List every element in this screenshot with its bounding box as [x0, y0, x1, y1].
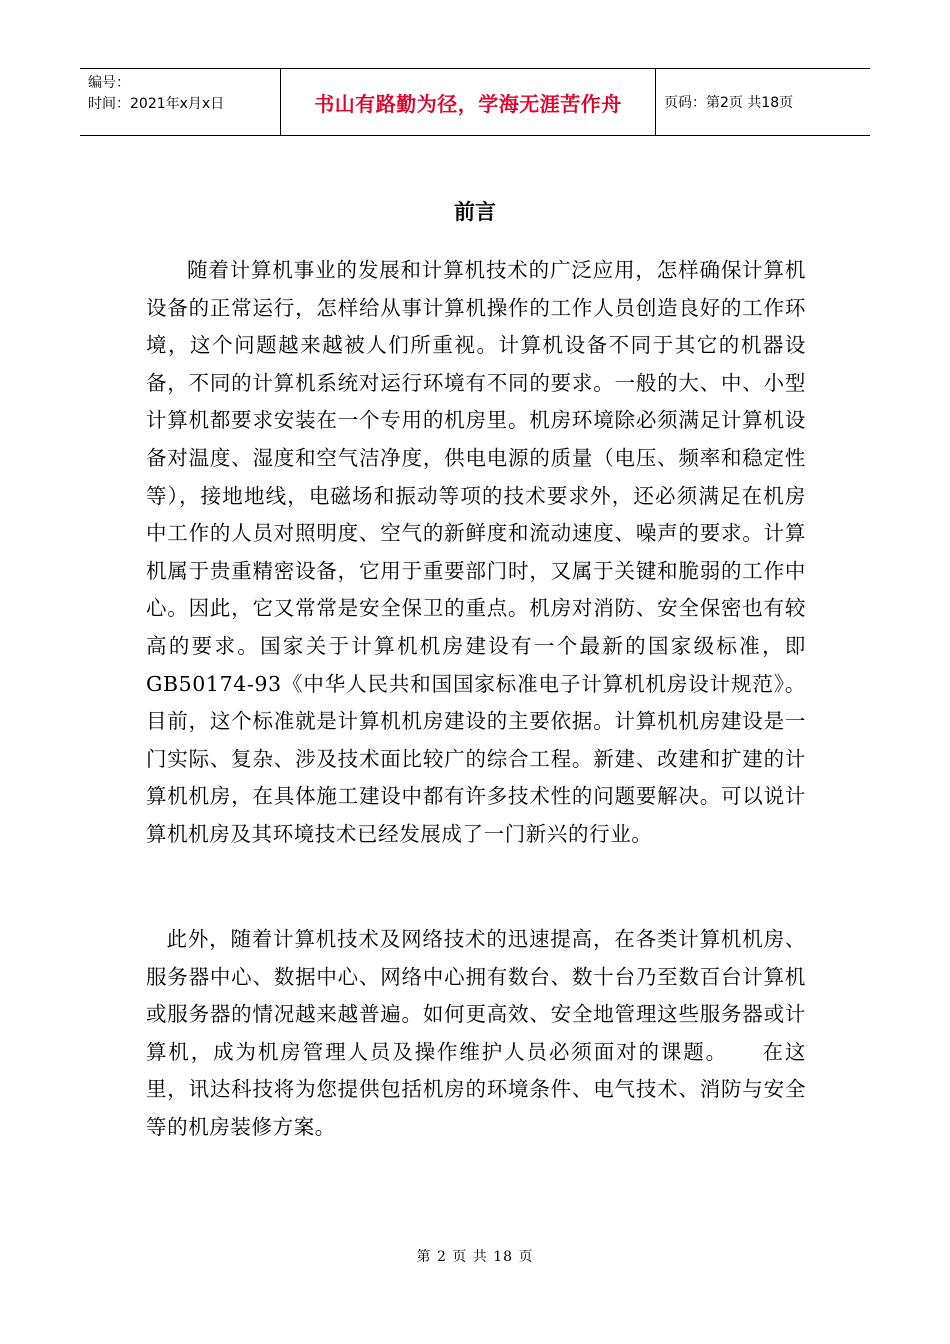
paragraph-intro — [146, 252, 806, 854]
header-motto-cell — [280, 69, 656, 135]
header-info-cell — [80, 69, 280, 135]
paragraph-additional — [146, 921, 806, 1147]
document-code-label: 编号： — [88, 75, 130, 91]
header-page-cell — [656, 69, 870, 135]
page-footer: 第 2 页 共 18 页 — [416, 1249, 534, 1265]
header-page-info: 页码：第2页 共18页 — [664, 95, 794, 111]
paragraph-text: 随着计算机事业的发展和计算机技术的广泛应用，怎样确保计算机设备的正常运行，怎样给从事计算机操作的工作人员创造良好的工作环境，这个问题越来越被人们所重视。计算机设备不同于其它的机器设备，不同的计算机系统对运行环境有不同的要求。一般的大、中、小型计算机都要求安装在一个专用的机房里。机房环境除必须满足计算机设备对温度、湿度和空气洁净度，供电电源的质量（电压、频率和稳定性等），接地地线，电磁场和振动等项的技术要求外，还必须满足在机房中工作的人员对照明度、空气的新鲜度和流动速度、噪声的要求。计算机属于贵重精密设备，它用于重要部门时，又属于关键和脆弱的工作中心。因此，它又常常是安全保卫的重点。机房对消防、安全保密也有较高的要求。国家关于计算机机房建设有一个最新的国家级标准，即GB50174-93《中华人民共和国国家标准电子计算机机房设计规范》。目前，这个标准就是计算机机房建设的主要依据。计算机机房建设是一门实际、复杂、涉及技术面比较广的综合工程。新建、改建和扩建的计算机机房，在具体施工建设中都有许多技术性的问题要解决。可以说计算机机房及其环境技术已经发展成了一门新兴的行业。 — [146, 258, 806, 846]
header-motto: 书山有路勤为径，学海无涯苦作舟 — [314, 91, 622, 116]
document-date-label: 时间：2021年x月x日 — [88, 96, 225, 112]
paragraph-text: 此外，随着计算机技术及网络技术的迅速提高，在各类计算机机房、服务器中心、数据中心、网络中心拥有数台、数十台乃至数百台计算机或服务器的情况越来越普遍。如何更高效、安全地管理这些服务器或计算机，成为机房管理人员及操作维护人员必须面对的课题。 在这里，讯达科技将为您提供包括机房的环境条件、电气技术、消防与安全等的机房装修方案。 — [146, 927, 806, 1139]
header-table — [80, 68, 870, 136]
page-title: 前言 — [454, 200, 496, 224]
